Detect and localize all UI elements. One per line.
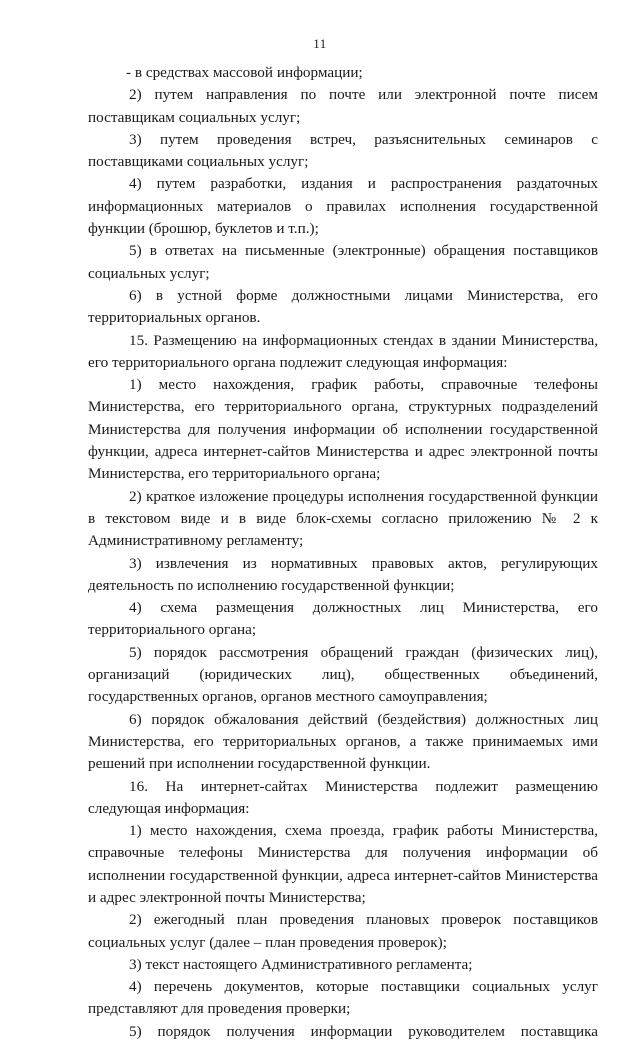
paragraph-item-2-mail: 2) путем направления по почте или электронной почте писем поставщикам социальных услуг;: [88, 86, 598, 126]
paragraph-section-15-item-5: 5) порядок рассмотрения обращений граждан (физических лиц), организаций (юридических лиц), общественных объединений, государственных органов, органов местного самоуправления;: [88, 643, 598, 706]
paragraph-section-15-item-1: 1) место нахождения, график работы, справочные телефоны Министерства, его территориального органа, структурных подразделений Министерства для получения информации об исполнении государственной функции, адреса интернет-сайтов Министерства и адрес электронной почты Министерства, его территориального органа;: [88, 376, 598, 483]
paragraph-section-15-item-4: 4) схема размещения должностных лиц Министерства, его территориального органа;: [88, 599, 598, 639]
paragraph-section-16-item-2: 2) ежегодный план проведения плановых проверок поставщиков социальных услуг (далее – план проведения проверок);: [88, 911, 598, 951]
paragraph-section-15: 15. Размещению на информационных стендах в здании Министерства, его территориального органа подлежит следующая информация:: [88, 331, 598, 371]
page-number: 11: [313, 36, 327, 51]
paragraph-section-16-item-3: 3) текст настоящего Административного регламента;: [129, 955, 473, 973]
paragraph-item-3-meetings: 3) путем проведения встреч, разъяснительных семинаров с поставщиками социальных услуг;: [88, 130, 598, 171]
paragraph-section-16-item-5: 5) порядок получения информации руководителем поставщика: [129, 1022, 598, 1040]
document-body: [88, 62, 598, 1043]
paragraph-item-6-oral: 6) в устной форме должностными лицами Министерства, его территориальных органов.: [88, 286, 598, 327]
paragraph-item-4-materials: 4) путем разработки, издания и распространения раздаточных информационных материалов о правилах исполнения государственной функции (брошюр, буклетов и т.п.);: [88, 175, 598, 238]
paragraph-section-16: 16. На интернет-сайтах Министерства подлежит размещению следующая информация:: [88, 777, 598, 817]
paragraph-section-15-item-3: 3) извлечения из нормативных правовых актов, регулирующих деятельность по исполнению государственной функции;: [88, 554, 598, 594]
paragraph-section-16-item-4: 4) перечень документов, которые поставщики социальных услуг представляют для проведения проверки;: [88, 978, 598, 1018]
paragraph-media-item: - в средствах массовой информации;: [126, 64, 363, 81]
paragraph-item-5-answers: 5) в ответах на письменные (электронные) обращения поставщиков социальных услуг;: [88, 242, 598, 282]
paragraph-section-15-item-2: 2) краткое изложение процедуры исполнения государственной функции в текстовом виде и в виде блок-схемы согласно приложению № 2 к Административному регламенту;: [88, 487, 598, 550]
paragraph-section-15-item-6: 6) порядок обжалования действий (бездействия) должностных лиц Министерства, его территориальных органов, а также принимаемых ими решений при исполнении государственной функции.: [88, 710, 598, 773]
paragraph-section-16-item-1: 1) место нахождения, схема проезда, график работы Министерства, справочные телефоны Министерства для получения информации об исполнении государственной функции, адреса интернет-сайтов Министерства и адрес электронной почты Министерства;: [88, 822, 598, 906]
